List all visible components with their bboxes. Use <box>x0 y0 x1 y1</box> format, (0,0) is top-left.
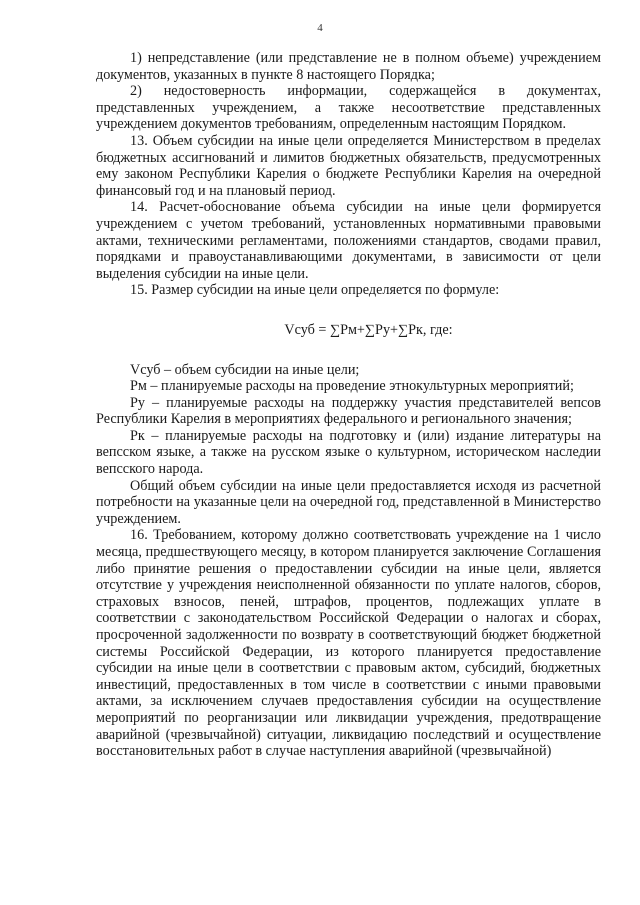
definition-ru: Ру – планируемые расходы на поддержку участия представителей вепсов Республики Карелия в мероприятиях федерального и регионального значения; <box>96 394 601 428</box>
definition-rk: Рк – планируемые расходы на подготовку и (или) издание литературы на вепсском языке, а также на русском языке о культурном, историческом наследии вепсского народа. <box>96 427 601 478</box>
page-number: 4 <box>317 22 323 34</box>
paragraph-item-1: 1) непредставление (или представление не в полном объеме) учреждением документов, указанных в пункте 8 настоящего Порядка; <box>96 50 601 83</box>
paragraph-13: 13. Объем субсидии на иные цели определяется Министерством в пределах бюджетных ассигнований и лимитов бюджетных обязательств, предусмотренных ему законом Республики Карелия о бюджете Республики Карелия на очередной финансовый год и на плановый период. <box>96 132 601 199</box>
definition-rm: Рм – планируемые расходы на проведение этнокультурных мероприятий; <box>130 378 574 395</box>
paragraph-item-2: 2) недостоверность информации, содержащейся в документах, представленных учреждением, а также несоответствие представленных учреждением документов требованиям, определенным настоящим Порядком. <box>96 83 601 133</box>
definition-vsub: Vсуб – объем субсидии на иные цели; <box>130 361 360 378</box>
paragraph-15: 15. Размер субсидии на иные цели определяется по формуле: <box>130 282 500 299</box>
document-body <box>96 50 601 760</box>
paragraph-16: 16. Требованием, которому должно соответствовать учреждение на 1 число месяца, предшествующего месяцу, в котором планируется заключение Соглашения либо принятие решения о предоставлении субсидии на иные цели, является отсутствие у учреждения неисполненной обязанности по уплате налогов, сборов, страховых взносов, пеней, штрафов, процентов, подлежащих уплате в соответствии с законодательством Российской Федерации о налогах и сборах, просроченной задолженности по возврату в соответствующий бюджет бюджетной системы Российской Федерации, из которого планируется предоставление субсидии на иные цели в соответствии с правовым актом, субсидий, бюджетных инвестиций, предоставленных в том числе в соответствии с иными правовыми актами, за исключением случаев предоставления субсидии на осуществление мероприятий по реорганизации или ликвидации учреждения, предотвращение аварийной (чрезвычайной) ситуации, ликвидацию последствий и осуществление восстановительных работ в случае наступления аварийной (чрезвычайной) <box>96 527 601 760</box>
subsidy-formula: Vсуб = ∑Рм+∑Ру+∑Рк, где: <box>284 321 453 338</box>
paragraph-total-volume: Общий объем субсидии на иные цели предоставляется исходя из расчетной потребности на указанные цели на очередной год, представленной в Министерство учреждением. <box>96 477 601 527</box>
paragraph-14: 14. Расчет-обоснование объема субсидии на иные цели формируется учреждением с учетом требований, установленных нормативными правовыми актами, техническими регламентами, положениями стандартов, сводами правил, порядками и правоустанавливающими документами, в зависимости от цели выделения субсидии на иные цели. <box>96 199 601 282</box>
